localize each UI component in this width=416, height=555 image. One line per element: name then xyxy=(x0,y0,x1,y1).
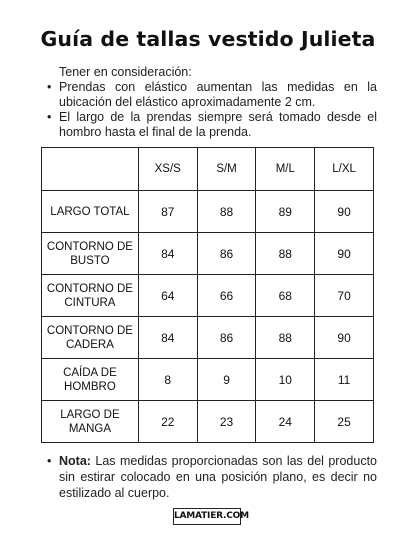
table-cell: 10 xyxy=(256,359,315,401)
table-cell: 84 xyxy=(138,317,197,359)
table-cell: 88 xyxy=(197,191,256,233)
note-paragraph xyxy=(47,453,377,501)
table-cell: 9 xyxy=(197,359,256,401)
brand-logo: LAMATIER.COM xyxy=(173,508,241,525)
table-header-m-l: M/L xyxy=(256,148,315,191)
table-cell: 90 xyxy=(315,233,374,275)
table-cell: 23 xyxy=(197,401,256,443)
table-header-xs-s: XS/S xyxy=(138,148,197,191)
table-cell: 86 xyxy=(197,233,256,275)
table-cell: 86 xyxy=(197,317,256,359)
table-cell: 68 xyxy=(256,275,315,317)
intro-bullet-length: • El largo de la prendas siempre será tomado desde el hombro hasta el final de la prenda. xyxy=(47,110,377,140)
table-cell: 84 xyxy=(138,233,197,275)
table-cell: 24 xyxy=(256,401,315,443)
table-cell: 8 xyxy=(138,359,197,401)
table-header-row xyxy=(42,148,374,191)
row-label: CAÍDA DE HOMBRO xyxy=(42,359,139,401)
table-row xyxy=(42,233,374,275)
table-row xyxy=(42,191,374,233)
table-header-l-xl: L/XL xyxy=(315,148,374,191)
table-cell: 90 xyxy=(315,191,374,233)
table-cell: 87 xyxy=(138,191,197,233)
table-row xyxy=(42,275,374,317)
intro-bullet-list xyxy=(47,80,377,140)
row-label: LARGO DE MANGA xyxy=(42,401,139,443)
row-label: LARGO TOTAL xyxy=(42,191,139,233)
table-cell: 22 xyxy=(138,401,197,443)
table-row xyxy=(42,317,374,359)
table-header-corner xyxy=(42,148,139,191)
table-cell: 90 xyxy=(315,317,374,359)
table-cell: 11 xyxy=(315,359,374,401)
note-text: Las medidas proporcionadas son las del producto sin estirar colocado en una posición plano, es decir no estilizado al cuerpo. xyxy=(59,454,377,500)
note-label: Nota: xyxy=(59,454,91,468)
row-label: CONTORNO DE CINTURA xyxy=(42,275,139,317)
table-cell: 25 xyxy=(315,401,374,443)
size-chart-table xyxy=(41,147,374,443)
intro-lead: Tener en consideración: xyxy=(59,65,192,79)
table-row xyxy=(42,401,374,443)
intro-bullet-elastic: • Prendas con elástico aumentan las medidas en la ubicación del elástico aproximadamente 2 cm. xyxy=(47,80,377,110)
table-cell: 66 xyxy=(197,275,256,317)
table-row xyxy=(42,359,374,401)
table-cell: 70 xyxy=(315,275,374,317)
row-label: CONTORNO DE BUSTO xyxy=(42,233,139,275)
row-label: CONTORNO DE CADERA xyxy=(42,317,139,359)
table-cell: 64 xyxy=(138,275,197,317)
table-header-s-m: S/M xyxy=(197,148,256,191)
table-cell: 89 xyxy=(256,191,315,233)
table-cell: 88 xyxy=(256,317,315,359)
table-cell: 88 xyxy=(256,233,315,275)
intro-section xyxy=(47,65,377,140)
page-title: Guía de tallas vestido Julieta xyxy=(40,27,376,51)
